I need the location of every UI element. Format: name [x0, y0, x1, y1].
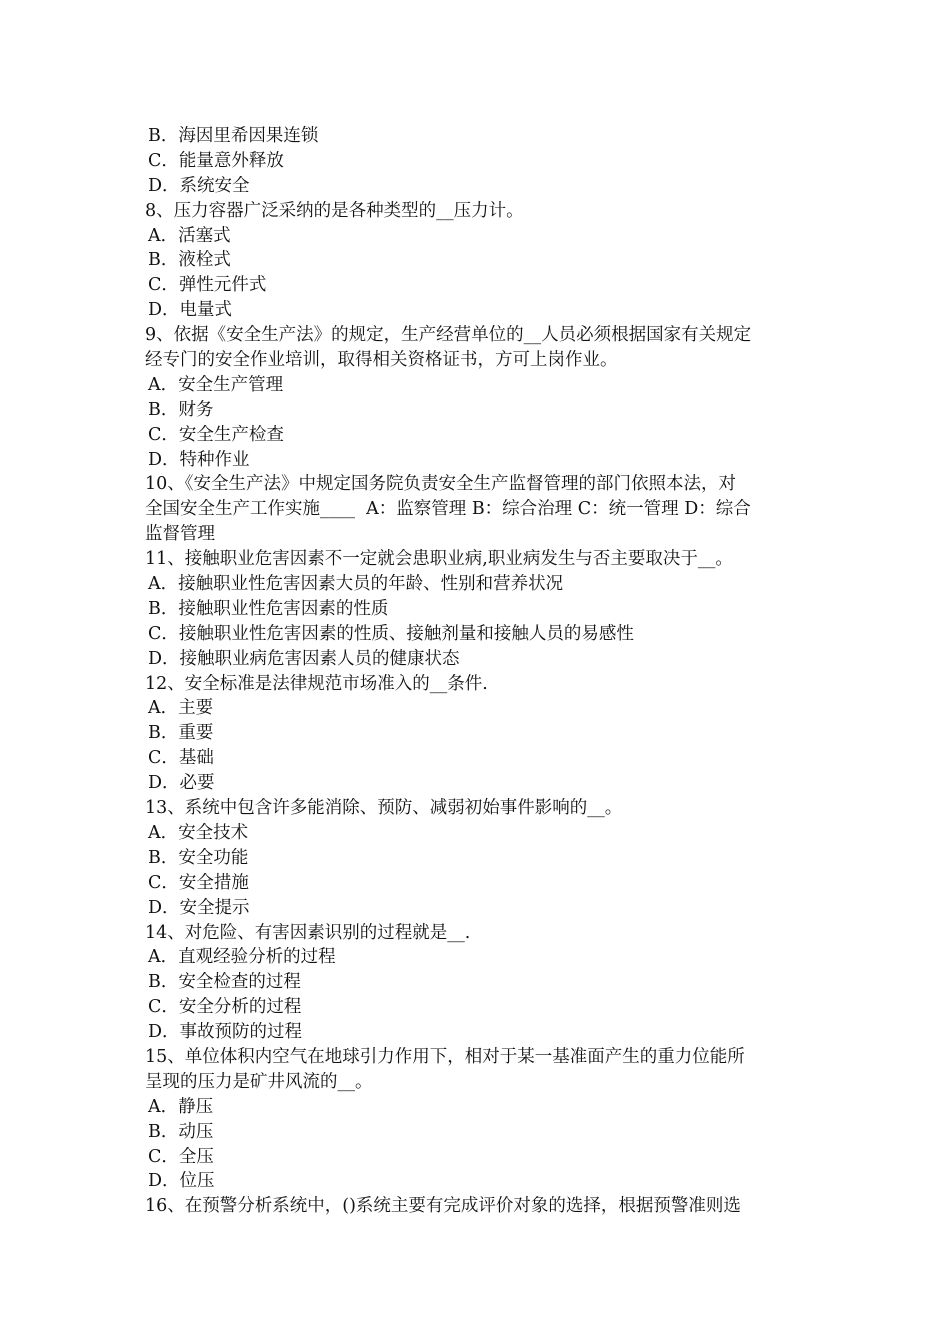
answer-option: A．安全生产管理 [148, 374, 284, 395]
answer-option: D．电量式 [148, 300, 233, 321]
answer-option: C．弹性元件式 [148, 275, 267, 296]
question-text: 15、单位体积内空气在地球引力作用下，相对于某一基准面产生的重力位能所 [145, 1046, 745, 1067]
answer-option: B．重要 [148, 723, 214, 744]
answer-option: B．接触职业性危害因素的性质 [148, 598, 389, 619]
answer-option: D．事故预防的过程 [148, 1022, 303, 1043]
answer-option: A．活塞式 [148, 225, 231, 246]
answer-option: A．接触职业性危害因素大员的年龄、性别和营养状况 [148, 574, 564, 595]
answer-option: C．安全生产检查 [148, 424, 284, 445]
answer-option: D．特种作业 [148, 449, 250, 470]
question-text: 13、系统中包含许多能消除、预防、减弱初始事件影响的__。 [145, 798, 623, 819]
answer-option: D．位压 [148, 1171, 215, 1192]
question-text: 监督管理 [145, 524, 215, 545]
document-body [145, 124, 810, 1219]
question-text: 16、在预警分析系统中，()系统主要有完成评价对象的选择，根据预警准则选 [145, 1196, 741, 1217]
question-text: 8、压力容器广泛采纳的是各种类型的__压力计。 [145, 200, 524, 221]
answer-option: C．全压 [148, 1146, 214, 1167]
answer-option: C．能量意外释放 [148, 150, 284, 171]
question-text: 经专门的安全作业培训，取得相关资格证书，方可上岗作业。 [145, 350, 618, 371]
answer-option: D．系统安全 [148, 175, 250, 196]
answer-option: C．基础 [148, 748, 214, 769]
answer-option: A．静压 [148, 1096, 214, 1117]
answer-option: D．必要 [148, 773, 215, 794]
answer-option: C．接触职业性危害因素的性质、接触剂量和接触人员的易感性 [148, 623, 634, 644]
answer-option: D．安全提示 [148, 897, 250, 918]
answer-option: B．财务 [148, 399, 214, 420]
answer-option: C．安全分析的过程 [148, 997, 302, 1018]
question-text: 11、接触职业危害因素不一定就会患职业病,职业病发生与否主要取决于__。 [145, 549, 733, 570]
question-text: 全国安全生产工作实施____ A：监察管理 B：综合治理 C：统一管理 D：综合 [145, 499, 751, 520]
answer-option: B．安全功能 [148, 847, 249, 868]
answer-option: B．液栓式 [148, 250, 231, 271]
answer-option: C．安全措施 [148, 872, 249, 893]
answer-option: B．海因里希因果连锁 [148, 126, 319, 146]
answer-option: B．安全检查的过程 [148, 972, 301, 993]
question-text: 呈现的压力是矿井风流的__。 [145, 1071, 373, 1092]
answer-option: B．动压 [148, 1121, 214, 1142]
answer-option: D．接触职业病危害因素人员的健康状态 [148, 648, 460, 669]
answer-option: A．主要 [148, 698, 214, 719]
question-text: 9、依据《安全生产法》的规定，生产经营单位的__人员必须根据国家有关规定 [145, 325, 752, 346]
question-text: 10、《安全生产法》中规定国务院负责安全生产监督管理的部门依照本法，对 [145, 474, 737, 495]
question-text: 12、安全标准是法律规范市场准入的__条件. [145, 673, 488, 694]
answer-option: A．安全技术 [148, 822, 249, 843]
answer-option: A．直观经验分析的过程 [148, 947, 336, 968]
question-text: 14、对危险、有害因素识别的过程就是__. [145, 922, 471, 943]
